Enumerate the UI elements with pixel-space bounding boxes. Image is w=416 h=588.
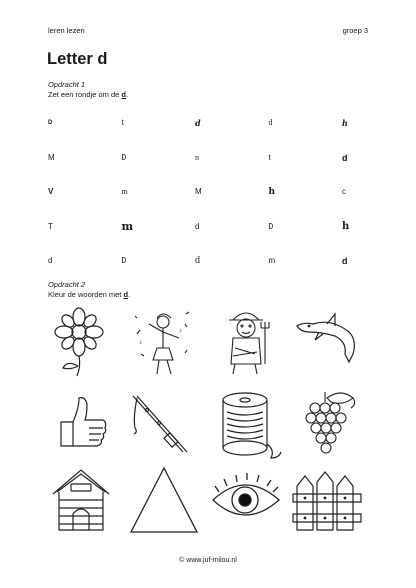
letter-cell[interactable]: m	[121, 187, 128, 197]
exercise1-instruction: Zet een rondje om de d.	[48, 90, 129, 99]
letter-cell[interactable]: m	[268, 256, 276, 266]
letter-cell[interactable]: h	[268, 187, 276, 198]
letter-cell[interactable]: m	[121, 219, 134, 233]
header-left: leren lezen	[48, 26, 85, 35]
dancer-icon[interactable]	[127, 304, 201, 378]
letter-cell[interactable]: d	[342, 256, 348, 267]
fence-icon[interactable]	[291, 464, 365, 538]
svg-text:♪: ♪	[179, 328, 182, 334]
letter-cell[interactable]: n	[195, 152, 199, 162]
exercise2-instruction: Kleur de woorden met d.	[48, 290, 131, 299]
letter-cell[interactable]: h	[342, 220, 350, 232]
thread-spool-icon[interactable]	[209, 388, 283, 462]
letter-row	[48, 244, 368, 279]
letter-cell[interactable]: D	[121, 152, 127, 162]
letter-row	[48, 106, 368, 141]
letter-row	[48, 141, 368, 176]
letter-row	[48, 175, 368, 210]
letter-cell[interactable]: d	[195, 221, 200, 231]
letter-cell[interactable]: d	[342, 152, 348, 163]
exercise1-label: Opdracht 1	[48, 80, 86, 89]
eye-icon[interactable]	[209, 464, 283, 538]
letter-cell[interactable]: t	[121, 118, 124, 128]
letter-cell[interactable]: D	[268, 221, 274, 231]
doghouse-icon[interactable]	[45, 464, 119, 538]
letter-cell[interactable]: D	[121, 256, 127, 266]
letter-cell[interactable]: c	[342, 187, 346, 197]
svg-text:♪: ♪	[139, 340, 142, 346]
flower-icon[interactable]	[45, 304, 119, 378]
exercise1-target: d	[121, 90, 126, 99]
letter-cell[interactable]: M	[195, 187, 202, 197]
letter-cell[interactable]: d	[48, 256, 53, 266]
exercise2-target: d	[123, 290, 129, 299]
letter-grid	[48, 106, 368, 279]
letter-cell[interactable]: M	[48, 152, 55, 162]
letter-cell[interactable]: T	[48, 221, 53, 231]
letter-cell[interactable]: V	[48, 187, 54, 197]
letter-cell[interactable]: t	[268, 152, 271, 162]
letter-cell[interactable]: d	[195, 255, 200, 267]
letter-row	[48, 210, 368, 245]
exercise2-label: Opdracht 2	[48, 280, 86, 289]
header-right: groep 3	[342, 26, 368, 35]
letter-cell[interactable]: h	[342, 118, 348, 129]
thumb-icon[interactable]	[45, 388, 119, 462]
letter-cell[interactable]: D	[48, 120, 53, 127]
dolphin-icon[interactable]	[291, 304, 365, 378]
letter-cell[interactable]: d	[268, 118, 273, 128]
fishing-rod-icon[interactable]	[127, 388, 201, 462]
footer: © www.juf-milou.nl	[179, 557, 237, 564]
page-title: Letter d	[47, 50, 108, 68]
farmer-icon[interactable]	[209, 304, 283, 378]
grapes-icon[interactable]	[291, 388, 365, 462]
letter-cell[interactable]: d	[195, 118, 201, 129]
triangle-icon[interactable]	[127, 464, 201, 538]
